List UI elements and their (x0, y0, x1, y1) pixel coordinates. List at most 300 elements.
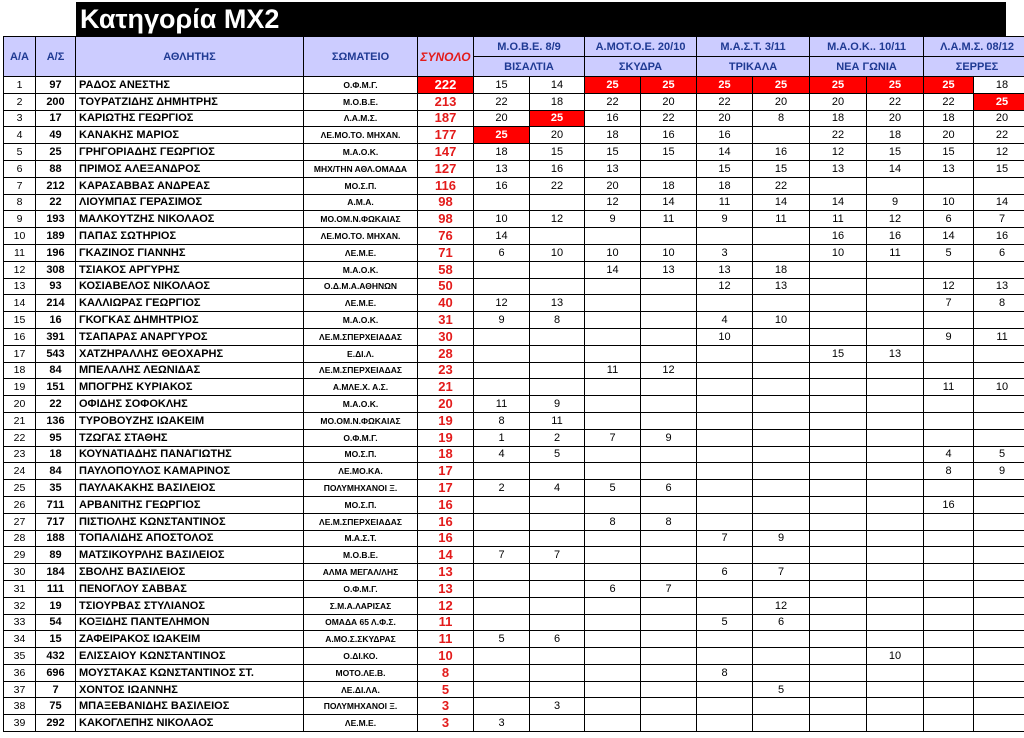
race-number: 54 (36, 614, 76, 631)
table-row (4, 127, 1024, 144)
heat-score: 15 (810, 345, 867, 362)
race-number: 93 (36, 278, 76, 295)
heat-score: 20 (974, 110, 1024, 127)
heat-score: 9 (530, 396, 585, 413)
heat-score (924, 698, 974, 715)
heat-score (474, 664, 530, 681)
total-points: 58 (418, 261, 474, 278)
header-total: ΣΥΝΟΛΟ (418, 37, 474, 77)
club-name: ΠΟΛΥΜΗΧΑΝΟΙ Ξ. (304, 480, 418, 497)
heat-score (924, 648, 974, 665)
heat-score: 13 (530, 295, 585, 312)
heat-score (924, 564, 974, 581)
total-points: 16 (418, 496, 474, 513)
heat-score: 13 (867, 345, 924, 362)
heat-score: 11 (585, 362, 641, 379)
table-row (4, 362, 1024, 379)
heat-score (810, 664, 867, 681)
athlete-name: ΚΟΥΝΑΤΙΑΔΗΣ ΠΑΝΑΓΙΩΤΗΣ (76, 446, 304, 463)
header-place-4: ΝΕΑ ΓΩΝΙΑ (810, 57, 924, 77)
heat-score (810, 177, 867, 194)
heat-score: 10 (641, 244, 697, 261)
club-name: ΠΟΛΥΜΗΧΑΝΟΙ Ξ. (304, 698, 418, 715)
heat-score (530, 345, 585, 362)
club-name: ΜΟ.ΟΜ.Ν.ΦΩΚΑΙΑΣ (304, 412, 418, 429)
heat-score (585, 328, 641, 345)
heat-score: 10 (810, 244, 867, 261)
heat-score (753, 698, 810, 715)
heat-score (474, 698, 530, 715)
total-points: 20 (418, 396, 474, 413)
heat-score (753, 362, 810, 379)
heat-score (641, 379, 697, 396)
race-number: 711 (36, 496, 76, 513)
race-number: 75 (36, 698, 76, 715)
table-row (4, 530, 1024, 547)
heat-score: 3 (530, 698, 585, 715)
heat-score (974, 312, 1024, 329)
heat-score: 7 (474, 547, 530, 564)
heat-score (697, 228, 753, 245)
total-points: 71 (418, 244, 474, 261)
heat-score (585, 463, 641, 480)
athlete-name: ΡΑΔΟΣ ΑΝΕΣΤΗΣ (76, 77, 304, 94)
heat-score (867, 379, 924, 396)
heat-score: 12 (585, 194, 641, 211)
heat-score (530, 463, 585, 480)
race-number: 212 (36, 177, 76, 194)
athlete-name: ΑΡΒΑΝΙΤΗΣ ΓΕΩΡΓΙΟΣ (76, 496, 304, 513)
heat-score: 20 (867, 110, 924, 127)
club-name: ΛΕ.ΜΟ.ΚΑ. (304, 463, 418, 480)
heat-score: 14 (753, 194, 810, 211)
heat-score (753, 513, 810, 530)
heat-score: 14 (974, 194, 1024, 211)
heat-score: 25 (810, 77, 867, 94)
heat-score (810, 278, 867, 295)
heat-score (530, 681, 585, 698)
heat-score: 25 (867, 77, 924, 94)
race-number: 7 (36, 681, 76, 698)
race-number: 717 (36, 513, 76, 530)
athlete-name: ΤΟΠΑΛΙΔΗΣ ΑΠΟΣΤΟΛΟΣ (76, 530, 304, 547)
row-number: 18 (4, 362, 36, 379)
table-row (4, 480, 1024, 497)
heat-score (974, 496, 1024, 513)
heat-score (474, 463, 530, 480)
row-number: 26 (4, 496, 36, 513)
heat-score (974, 664, 1024, 681)
row-number: 32 (4, 597, 36, 614)
heat-score: 20 (924, 127, 974, 144)
table-row (4, 144, 1024, 161)
total-points: 147 (418, 144, 474, 161)
row-number: 16 (4, 328, 36, 345)
heat-score (474, 614, 530, 631)
heat-score: 22 (697, 93, 753, 110)
heat-score: 6 (585, 580, 641, 597)
heat-score (530, 194, 585, 211)
heat-score: 22 (474, 93, 530, 110)
heat-score (697, 547, 753, 564)
club-name: ΛΕ.Μ.Ε. (304, 244, 418, 261)
heat-score (697, 412, 753, 429)
race-number: 292 (36, 715, 76, 732)
heat-score: 14 (474, 228, 530, 245)
heat-score: 16 (474, 177, 530, 194)
heat-score (753, 379, 810, 396)
heat-score (974, 597, 1024, 614)
heat-score (697, 513, 753, 530)
table-row (4, 463, 1024, 480)
heat-score: 13 (974, 278, 1024, 295)
club-name: Μ.Ο.Β.Ε. (304, 547, 418, 564)
race-number: 49 (36, 127, 76, 144)
row-number: 13 (4, 278, 36, 295)
heat-score (697, 396, 753, 413)
row-number: 22 (4, 429, 36, 446)
heat-score (974, 261, 1024, 278)
heat-score (697, 379, 753, 396)
heat-score: 12 (474, 295, 530, 312)
heat-score: 6 (697, 564, 753, 581)
heat-score (530, 513, 585, 530)
total-points: 8 (418, 664, 474, 681)
heat-score: 12 (641, 362, 697, 379)
heat-score (924, 480, 974, 497)
table-row (4, 664, 1024, 681)
heat-score: 14 (697, 144, 753, 161)
total-points: 127 (418, 160, 474, 177)
club-name: Ο.Φ.Μ.Γ. (304, 580, 418, 597)
heat-score (753, 244, 810, 261)
heat-score (530, 278, 585, 295)
total-points: 213 (418, 93, 474, 110)
club-name: Α.ΜΛΕ.Χ. Α.Σ. (304, 379, 418, 396)
club-name: Λ.Α.Μ.Σ. (304, 110, 418, 127)
athlete-name: ΜΠΕΛΑΛΗΣ ΛΕΩΝΙΔΑΣ (76, 362, 304, 379)
heat-score (530, 228, 585, 245)
heat-score (810, 328, 867, 345)
heat-score (753, 127, 810, 144)
heat-score (753, 496, 810, 513)
athlete-name: ΠΡΙΜΟΣ ΑΛΕΞΑΝΔΡΟΣ (76, 160, 304, 177)
row-number: 8 (4, 194, 36, 211)
heat-score (641, 597, 697, 614)
total-points: 19 (418, 429, 474, 446)
heat-score (867, 446, 924, 463)
heat-score (867, 530, 924, 547)
heat-score (641, 614, 697, 631)
header-aa: Α/Α (4, 37, 36, 77)
total-points: 5 (418, 681, 474, 698)
total-points: 17 (418, 480, 474, 497)
header-athlete: ΑΘΛΗΤΗΣ (76, 37, 304, 77)
heat-score: 8 (974, 295, 1024, 312)
athlete-name: ΖΑΦΕΙΡΑΚΟΣ ΙΩΑΚΕΙΜ (76, 631, 304, 648)
total-points: 76 (418, 228, 474, 245)
club-name: Σ.Μ.Α.ΛΑΡΙΣΑΣ (304, 597, 418, 614)
race-number: 22 (36, 194, 76, 211)
heat-score: 4 (697, 312, 753, 329)
total-points: 23 (418, 362, 474, 379)
heat-score: 14 (530, 77, 585, 94)
heat-score: 5 (974, 446, 1024, 463)
table-row (4, 77, 1024, 94)
heat-score (474, 261, 530, 278)
row-number: 5 (4, 144, 36, 161)
heat-score: 16 (530, 160, 585, 177)
heat-score (974, 530, 1024, 547)
total-points: 3 (418, 715, 474, 732)
heat-score (867, 496, 924, 513)
heat-score (867, 664, 924, 681)
table-row (4, 211, 1024, 228)
heat-score (585, 412, 641, 429)
heat-score (810, 496, 867, 513)
heat-score: 5 (753, 681, 810, 698)
club-name: ΛΕ.Μ.ΣΠΕΡΧΕΙΑΔΑΣ (304, 513, 418, 530)
heat-score (474, 328, 530, 345)
table-row (4, 513, 1024, 530)
heat-score (974, 513, 1024, 530)
heat-score (924, 177, 974, 194)
heat-score (585, 547, 641, 564)
club-name: Α.Μ.Α. (304, 194, 418, 211)
heat-score (924, 396, 974, 413)
heat-score: 5 (697, 614, 753, 631)
club-name: ΛΕ.Μ.Ε. (304, 715, 418, 732)
heat-score: 6 (474, 244, 530, 261)
table-row (4, 396, 1024, 413)
heat-score (585, 396, 641, 413)
heat-score (867, 580, 924, 597)
heat-score (585, 345, 641, 362)
heat-score (924, 664, 974, 681)
row-number: 19 (4, 379, 36, 396)
heat-score: 4 (924, 446, 974, 463)
heat-score (474, 564, 530, 581)
heat-score: 22 (924, 93, 974, 110)
heat-score: 5 (585, 480, 641, 497)
heat-score: 13 (753, 278, 810, 295)
athlete-name: ΠΑΠΑΣ ΣΩΤΗΡΙΟΣ (76, 228, 304, 245)
heat-score: 25 (585, 77, 641, 94)
heat-score: 20 (641, 93, 697, 110)
heat-score (530, 362, 585, 379)
total-points: 12 (418, 597, 474, 614)
header-place-2: ΣΚΥΔΡΑ (585, 57, 697, 77)
heat-score (924, 614, 974, 631)
heat-score: 10 (974, 379, 1024, 396)
table-row (4, 681, 1024, 698)
heat-score (924, 362, 974, 379)
table-row (4, 580, 1024, 597)
heat-score (697, 295, 753, 312)
heat-score (641, 278, 697, 295)
heat-score: 7 (924, 295, 974, 312)
heat-score: 13 (474, 160, 530, 177)
heat-score (810, 614, 867, 631)
club-name: Μ.Α.Σ.Τ. (304, 530, 418, 547)
athlete-name: ΟΦΙΔΗΣ ΣΟΦΟΚΛΗΣ (76, 396, 304, 413)
heat-score (810, 295, 867, 312)
heat-score: 25 (530, 110, 585, 127)
heat-score (697, 362, 753, 379)
athlete-name: ΓΡΗΓΟΡΙΑΔΗΣ ΓΕΩΡΓΙΟΣ (76, 144, 304, 161)
heat-score (753, 463, 810, 480)
heat-score (641, 698, 697, 715)
header-event-5: Λ.Α.Μ.Σ. 08/12 (924, 37, 1024, 57)
heat-score: 15 (641, 144, 697, 161)
club-name: Μ.Ο.Β.Ε. (304, 93, 418, 110)
race-number: 111 (36, 580, 76, 597)
heat-score (753, 631, 810, 648)
club-name: ΜΟΤΟ.ΛΕ.Β. (304, 664, 418, 681)
heat-score (585, 530, 641, 547)
race-number: 19 (36, 597, 76, 614)
heat-score: 20 (474, 110, 530, 127)
heat-score (810, 564, 867, 581)
table-row (4, 93, 1024, 110)
heat-score: 15 (974, 160, 1024, 177)
heat-score: 22 (585, 93, 641, 110)
heat-score (641, 463, 697, 480)
heat-score (585, 564, 641, 581)
heat-score (641, 312, 697, 329)
heat-score (697, 648, 753, 665)
race-number: 18 (36, 446, 76, 463)
heat-score: 12 (810, 144, 867, 161)
heat-score (585, 312, 641, 329)
heat-score (810, 648, 867, 665)
table-row (4, 698, 1024, 715)
row-number: 24 (4, 463, 36, 480)
heat-score (641, 295, 697, 312)
heat-score (867, 278, 924, 295)
total-points: 18 (418, 446, 474, 463)
heat-score (810, 396, 867, 413)
heat-score (974, 681, 1024, 698)
heat-score: 8 (585, 513, 641, 530)
heat-score: 8 (697, 664, 753, 681)
club-name: ΛΕ.ΜΟ.ΤΟ. ΜΗΧΑΝ. (304, 127, 418, 144)
club-name: ΛΕ.ΔΙ.ΛΑ. (304, 681, 418, 698)
heat-score: 3 (697, 244, 753, 261)
club-name: ΜΗΧ/ΤΗΝ ΑΘΛ.ΟΜΑΔΑ (304, 160, 418, 177)
heat-score: 15 (474, 77, 530, 94)
club-name: ΛΕ.Μ.ΣΠΕΡΧΕΙΑΔΑΣ (304, 362, 418, 379)
heat-score (753, 429, 810, 446)
heat-score (974, 480, 1024, 497)
heat-score: 16 (867, 228, 924, 245)
heat-score: 16 (641, 127, 697, 144)
heat-score (474, 496, 530, 513)
heat-score (641, 228, 697, 245)
heat-score: 20 (530, 127, 585, 144)
heat-score (530, 496, 585, 513)
heat-score: 6 (974, 244, 1024, 261)
heat-score (753, 446, 810, 463)
heat-score (753, 547, 810, 564)
club-name: Ο.ΔΙ.ΚΟ. (304, 648, 418, 665)
heat-score: 6 (641, 480, 697, 497)
heat-score (810, 698, 867, 715)
heat-score (753, 295, 810, 312)
heat-score: 11 (810, 211, 867, 228)
table-row (4, 715, 1024, 732)
heat-score (974, 177, 1024, 194)
heat-score: 18 (530, 93, 585, 110)
heat-score (697, 429, 753, 446)
heat-score: 18 (810, 110, 867, 127)
heat-score (924, 412, 974, 429)
heat-score: 6 (753, 614, 810, 631)
header-event-2: Α.ΜΟΤ.Ο.Ε. 20/10 (585, 37, 697, 57)
heat-score: 10 (530, 244, 585, 261)
heat-score: 8 (530, 312, 585, 329)
athlete-name: ΓΚΟΓΚΑΣ ΔΗΜΗΤΡΙΟΣ (76, 312, 304, 329)
heat-score (474, 345, 530, 362)
heat-score: 25 (641, 77, 697, 94)
race-number: 97 (36, 77, 76, 94)
heat-score: 2 (530, 429, 585, 446)
row-number: 36 (4, 664, 36, 681)
heat-score (810, 429, 867, 446)
heat-score (585, 614, 641, 631)
table-row (4, 496, 1024, 513)
heat-score (867, 412, 924, 429)
heat-score (474, 513, 530, 530)
heat-score: 4 (530, 480, 585, 497)
heat-score: 25 (753, 77, 810, 94)
athlete-name: ΠΑΥΛΑΚΑΚΗΣ ΒΑΣΙΛΕΙΟΣ (76, 480, 304, 497)
heat-score (530, 664, 585, 681)
heat-score (867, 396, 924, 413)
heat-score (974, 564, 1024, 581)
athlete-name: ΜΟΥΣΤΑΚΑΣ ΚΩΝΣΤΑΝΤΙΝΟΣ ΣΤ. (76, 664, 304, 681)
table-row (4, 648, 1024, 665)
heat-score (974, 648, 1024, 665)
race-number: 391 (36, 328, 76, 345)
club-name: ΛΕ.ΜΟ.ΤΟ. ΜΗΧΑΝ. (304, 228, 418, 245)
heat-score (867, 715, 924, 732)
heat-score (474, 597, 530, 614)
row-number: 9 (4, 211, 36, 228)
heat-score: 13 (924, 160, 974, 177)
row-number: 15 (4, 312, 36, 329)
row-number: 23 (4, 446, 36, 463)
heat-score (585, 664, 641, 681)
heat-score (810, 681, 867, 698)
race-number: 89 (36, 547, 76, 564)
heat-score: 10 (474, 211, 530, 228)
heat-score (585, 295, 641, 312)
athlete-name: ΣΒΟΛΗΣ ΒΑΣΙΛΕΙΟΣ (76, 564, 304, 581)
athlete-name: ΜΠΟΓΡΗΣ ΚΥΡΙΑΚΟΣ (76, 379, 304, 396)
row-number: 30 (4, 564, 36, 581)
title-bar (0, 0, 1024, 36)
athlete-name: ΚΟΞΙΔΗΣ ΠΑΝΤΕΛΗΜΟΝ (76, 614, 304, 631)
athlete-name: ΤΥΡΟΒΟΥΖΗΣ ΙΩΑΚΕΙΜ (76, 412, 304, 429)
row-number: 31 (4, 580, 36, 597)
heat-score: 6 (530, 631, 585, 648)
heat-score: 15 (697, 160, 753, 177)
heat-score (585, 228, 641, 245)
club-name: Ε.ΔΙ.Λ. (304, 345, 418, 362)
table-row (4, 379, 1024, 396)
row-number: 10 (4, 228, 36, 245)
